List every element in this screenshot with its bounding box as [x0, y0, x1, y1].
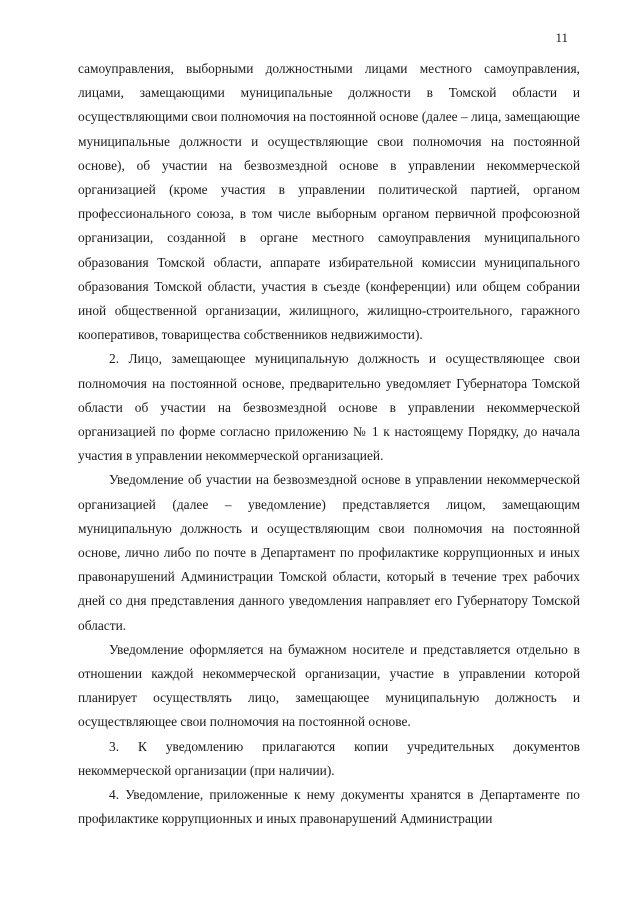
paragraph-notice-submission: Уведомление об участии на безвозмездной основе в управлении некоммерческой организацией (далее – уведомление) представляется лицом, замещающим муниципальную должность и осуществляющим свои полномочия на постоянной основе, лично либо по почте в Департамент по профилактике коррупционных и иных правонарушений Администрации Томской области, который в течение трех рабочих дней со дня представления данного уведомления направляет его Губернатору Томской области. [78, 472, 580, 633]
paragraph-notice-format: Уведомление оформляется на бумажном носителе и представляется отдельно в отношении каждой некоммерческой организации, участие в управлении которой планирует осуществлять лицо, замещающее муниципальную должность и осуществляющее свои полномочия на постоянной основе. [78, 641, 580, 730]
paragraph-continuation: самоуправления, выборными должностными лицами местного самоуправления, лицами, замещающими муниципальные должности в Томской области и осуществляющими свои полномочия на постоянной основе (далее – лица, замещающие муниципальные должности и осуществляющие свои полномочия на постоянной основе), об участии на безвозмездной основе в управлении некоммерческой организацией (кроме участия в управлении политической партией, органом профессионального союза, в том числе выборным органом первичной профсоюзной организации, созданной в органе местного самоуправления муниципального образования Томской области, аппарате избирательной комиссии муниципального образования Томской области, участия в съезде (конференции) или общем собрании иной общественной организации, жилищного, жилищно-строительного, гаражного кооперативов, товарищества собственников недвижимости). [78, 61, 580, 343]
paragraph-item-2: 2. Лицо, замещающее муниципальную должность и осуществляющее свои полномочия на постоянной основе, предварительно уведомляет Губернатора Томской области об участии на безвозмездной основе в управлении некоммерческой организацией по форме согласно приложению № 1 к настоящему Порядку, до начала участия в управлении некоммерческой организацией. [78, 351, 580, 464]
page-number: 11 [555, 30, 568, 45]
paragraph-item-3: 3. К уведомлению прилагаются копии учредительных документов некоммерческой организации (при наличии). [78, 738, 580, 778]
paragraph-item-4: 4. Уведомление, приложенные к нему документы хранятся в Департаменте по профилактике коррупционных и иных правонарушений Администрации [78, 787, 580, 827]
document-body [78, 57, 580, 832]
